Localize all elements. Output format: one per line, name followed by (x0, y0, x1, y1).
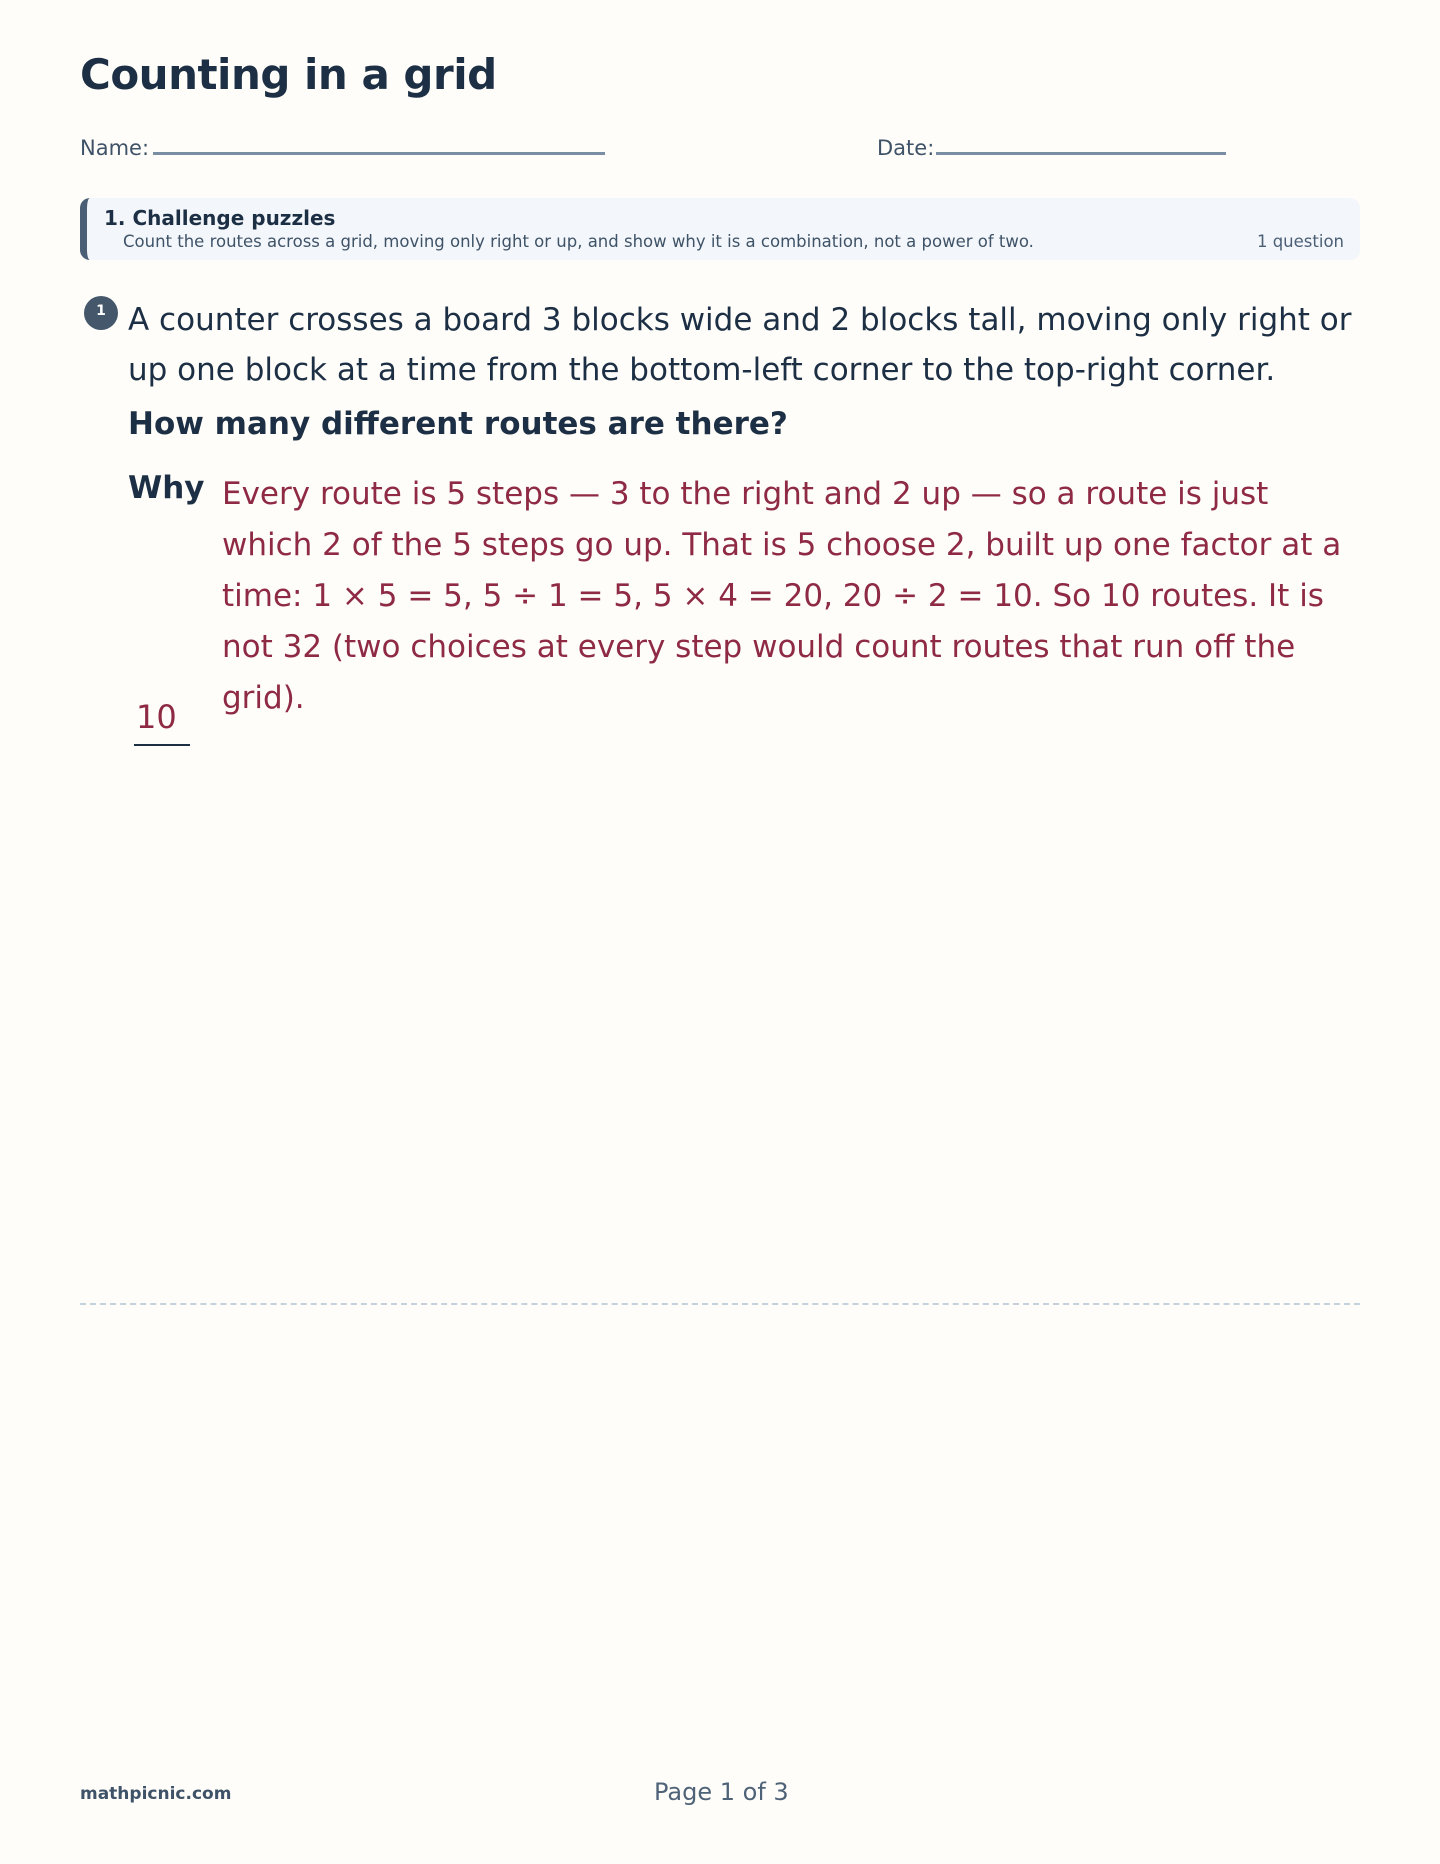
name-line (153, 152, 605, 155)
name-field (80, 136, 149, 160)
date-label: Date: (877, 136, 935, 160)
section-header (80, 198, 1360, 260)
why-label: Why (128, 470, 205, 506)
question-number-badge: 1 (84, 296, 118, 330)
date-field (877, 136, 934, 160)
question-text: A counter crosses a board 3 blocks wide and 2 blocks tall, moving only right or up one block at a time from the bottom-left corner to the top-right corner. (128, 302, 1352, 388)
worksheet-page (80, 0, 1360, 1864)
section-title: 1. Challenge puzzles (104, 206, 336, 230)
section-question-count: 1 question (1256, 232, 1344, 251)
question-prompt: How many different routes are there? (128, 406, 788, 442)
name-label: Name: (80, 136, 150, 160)
answer-field: 10 (134, 698, 190, 746)
page-number: Page 1 of 3 (654, 1778, 789, 1806)
footer-site: mathpicnic.com (80, 1784, 232, 1804)
page-title: Counting in a grid (80, 50, 497, 99)
why-explanation: Every route is 5 steps — 3 to the right and 2 up — so a route is just which 2 of the 5 steps go up. That is 5 choose 2, built up one factor at a time: 1 × 5 = 5, 5 ÷ 1 = 5, 5 × 4 = 20, 20 ÷ 2 = 10. So 10 routes. It is not 32 (two choices at every step would count routes that run off the grid). (222, 476, 1342, 716)
page-divider (80, 1303, 1360, 1305)
section-description: Count the routes across a grid, moving only right or up, and show why it is a combination, not a power of two. (123, 232, 1034, 251)
date-line (936, 152, 1226, 155)
